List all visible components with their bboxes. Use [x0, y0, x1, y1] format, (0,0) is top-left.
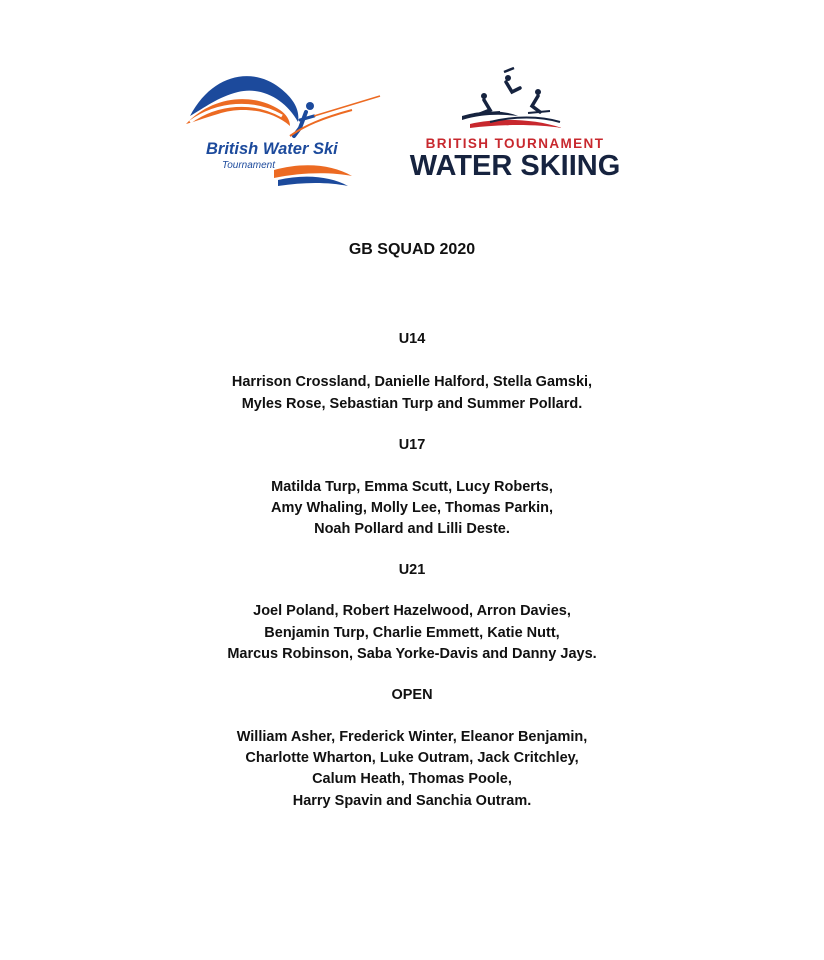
section-heading: U14 — [398, 331, 426, 347]
squad-line: Calum Heath, Thomas Poole, — [312, 771, 512, 787]
squad-line: Charlotte Wharton, Luke Outram, Jack Critchley, — [245, 750, 579, 766]
bws-logo-graphic — [182, 66, 382, 190]
squad-line: Harrison Crossland, Danielle Halford, Stella Gamski, — [231, 374, 593, 390]
section-heading: U17 — [398, 437, 426, 453]
squad-line: Joel Poland, Robert Hazelwood, Arron Davies, — [253, 603, 571, 619]
btws-logo-line1: BRITISH TOURNAMENT — [425, 136, 605, 151]
logo-header — [0, 0, 824, 200]
bws-logo-subtitle: Tournament — [222, 160, 275, 171]
squad-line: Marcus Robinson, Saba Yorke-Davis and Danny Jays. — [227, 646, 597, 662]
btws-logo-line2: WATER SKIING — [409, 150, 621, 182]
section-heading: U21 — [398, 562, 426, 578]
squad-line: Matilda Turp, Emma Scutt, Lucy Roberts, — [271, 479, 553, 495]
document-title: GB SQUAD 2020 — [348, 241, 476, 258]
bws-logo-wordmark: British Water Ski — [206, 140, 338, 158]
squad-line: Noah Pollard and Lilli Deste. — [314, 521, 510, 537]
british-water-ski-tournament-logo — [182, 66, 382, 190]
squad-line: Benjamin Turp, Charlie Emmett, Katie Nutt, — [264, 625, 560, 641]
squad-line: Myles Rose, Sebastian Turp and Summer Pollard. — [241, 396, 583, 412]
squad-line: William Asher, Frederick Winter, Eleanor Benjamin, — [236, 729, 588, 745]
section-heading: OPEN — [391, 687, 433, 703]
british-tournament-water-skiing-logo — [400, 66, 630, 190]
squad-line: Harry Spavin and Sanchia Outram. — [292, 793, 532, 809]
squad-line: Amy Whaling, Molly Lee, Thomas Parkin, — [271, 500, 553, 516]
skiers-silhouette-icon — [400, 66, 630, 134]
